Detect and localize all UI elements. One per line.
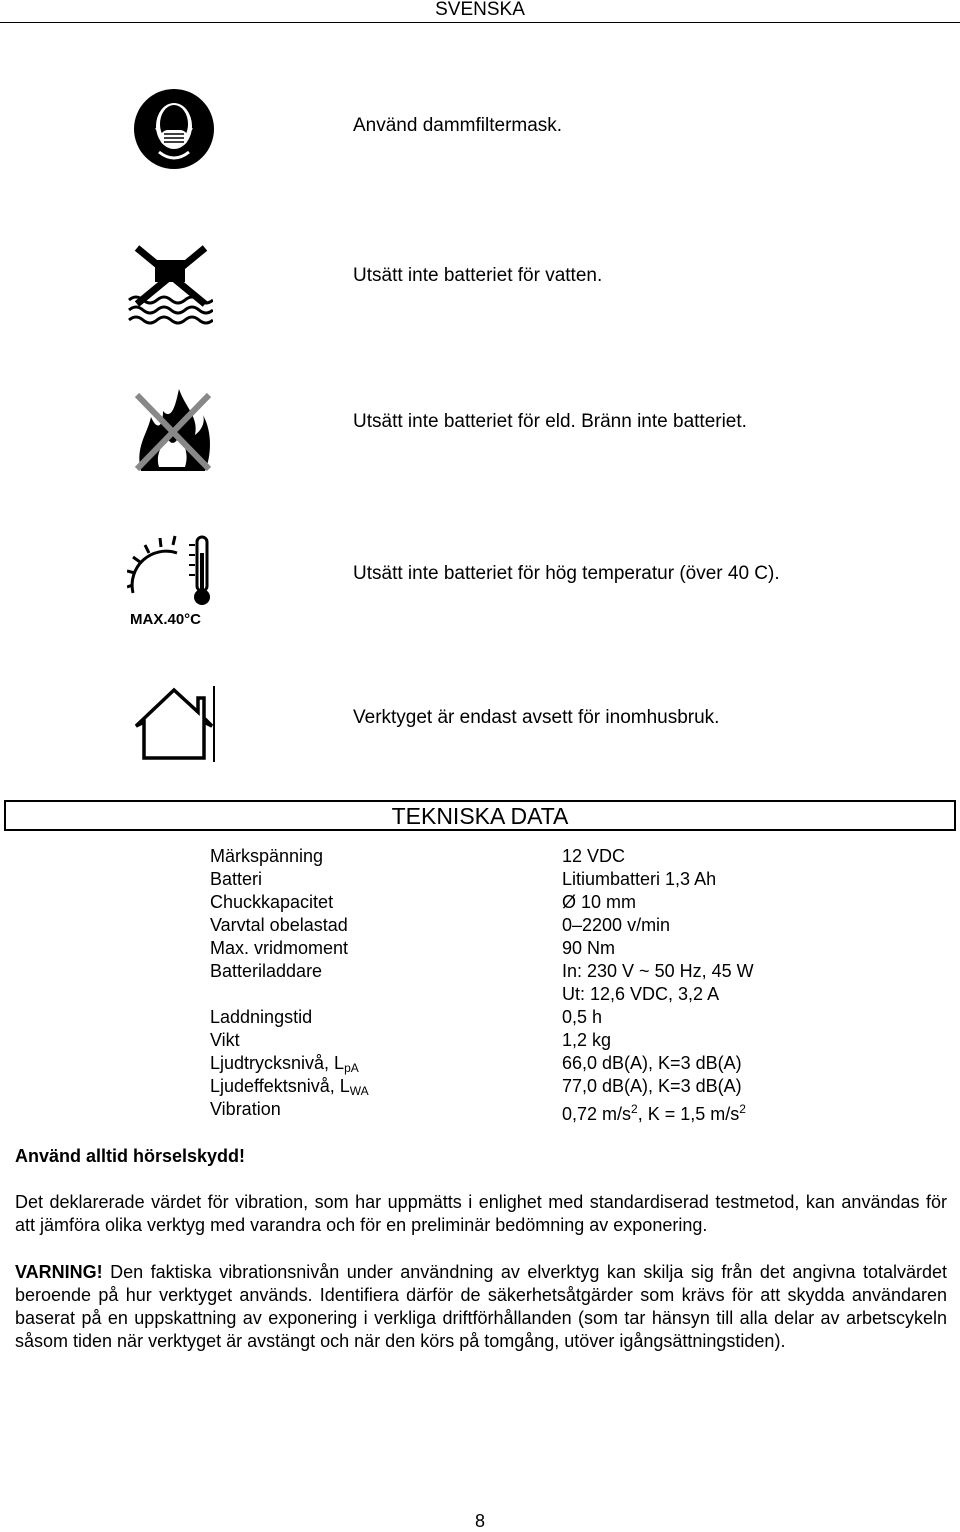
tech-data-title: TEKNISKA DATA bbox=[391, 803, 569, 829]
spec-value-sound-power: 77,0 dB(A), K=3 dB(A) bbox=[562, 1076, 742, 1096]
language-label: SVENSKA bbox=[435, 0, 525, 20]
vibration-declaration-paragraph: Det deklarerade värdet för vibration, som har uppmätts i enlighet med standardiserad testmetod, kan användas för att jämföra olika verktyg med varandra och för en preliminär bedömning av exponering. bbox=[15, 1192, 947, 1235]
warning-paragraph-text: Den faktiska vibrationsnivån under användning av elverktyg kan skilja sig från det angivna totalvärdet beroende på hur verktyget används. Identifiera därför de säkerhetsåtgärder som krävs för att skydda användaren baserat på en uppskattning av exponering i verkliga driftförhållanden (som tar hänsyn till alla delar av arbetscykeln såsom tiden när verktyget är avstängt och när den körs på tomgång, utöver igångsättningstiden). bbox=[15, 1262, 947, 1351]
sound-power-label: Ljudeffektsnivå, L bbox=[210, 1076, 350, 1096]
vibration-value-a: 0,72 m/s bbox=[562, 1104, 632, 1124]
warning-text-water: Utsätt inte batteriet för vatten. bbox=[353, 265, 603, 286]
no-water-icon bbox=[127, 244, 213, 326]
spec-label: Max. vridmoment bbox=[210, 938, 349, 958]
max-temp-label: MAX.40°C bbox=[130, 611, 202, 627]
hearing-protection-note: Använd alltid hörselskydd! bbox=[15, 1146, 246, 1166]
spec-value-vibration bbox=[562, 1098, 746, 1125]
spec-value: In: 230 V ~ 50 Hz, 45 W bbox=[562, 961, 754, 981]
dust-mask-icon bbox=[133, 88, 215, 170]
max-temperature-icon bbox=[127, 533, 217, 627]
spec-value: 90 Nm bbox=[562, 938, 616, 958]
spec-label: Varvtal obelastad bbox=[210, 915, 348, 935]
warning-text-indoor: Verktyget är endast avsett för inomhusbruk. bbox=[353, 707, 720, 728]
sound-power-subscript: WA bbox=[349, 1084, 369, 1098]
spec-label: Batteriladdare bbox=[210, 961, 323, 981]
spec-value: 0,5 h bbox=[562, 1007, 603, 1027]
sound-pressure-label: Ljudtrycksnivå, L bbox=[210, 1053, 345, 1073]
warning-label: VARNING! bbox=[15, 1262, 103, 1282]
no-fire-icon bbox=[133, 387, 213, 473]
page-number: 8 bbox=[474, 1511, 485, 1531]
warning-paragraph bbox=[15, 1261, 947, 1353]
vibration-value-b: , K = 1,5 m/s bbox=[637, 1104, 740, 1124]
vibration-sup-b: 2 bbox=[739, 1102, 746, 1116]
warning-text-temperature: Utsätt inte batteriet för hög temperatur (över 40 C). bbox=[353, 563, 780, 584]
spec-value: 1,2 kg bbox=[562, 1030, 612, 1050]
spec-label: Märkspänning bbox=[210, 846, 324, 866]
spec-value: 0–2200 v/min bbox=[562, 915, 671, 935]
tech-data-heading bbox=[4, 800, 956, 831]
indoor-use-icon bbox=[134, 686, 218, 762]
spec-label: Chuckkapacitet bbox=[210, 892, 334, 912]
sound-pressure-subscript: pA bbox=[344, 1061, 359, 1075]
vibration-sup-a: 2 bbox=[631, 1102, 638, 1116]
spec-value-sound-pressure: 66,0 dB(A), K=3 dB(A) bbox=[562, 1053, 742, 1073]
warning-text-fire: Utsätt inte batteriet för eld. Bränn inte batteriet. bbox=[353, 411, 747, 432]
spec-value: 12 VDC bbox=[562, 846, 626, 866]
spec-label: Batteri bbox=[210, 869, 263, 889]
spec-value: Litiumbatteri 1,3 Ah bbox=[562, 869, 717, 889]
page-header bbox=[0, 0, 960, 23]
spec-value: Ø 10 mm bbox=[562, 892, 637, 912]
spec-label: Vikt bbox=[210, 1030, 240, 1050]
spec-label: Laddningstid bbox=[210, 1007, 313, 1027]
spec-label-vibration: Vibration bbox=[210, 1099, 281, 1119]
warning-text-dust-mask: Använd dammfiltermask. bbox=[353, 115, 563, 136]
spec-value: Ut: 12,6 VDC, 3,2 A bbox=[562, 984, 720, 1004]
